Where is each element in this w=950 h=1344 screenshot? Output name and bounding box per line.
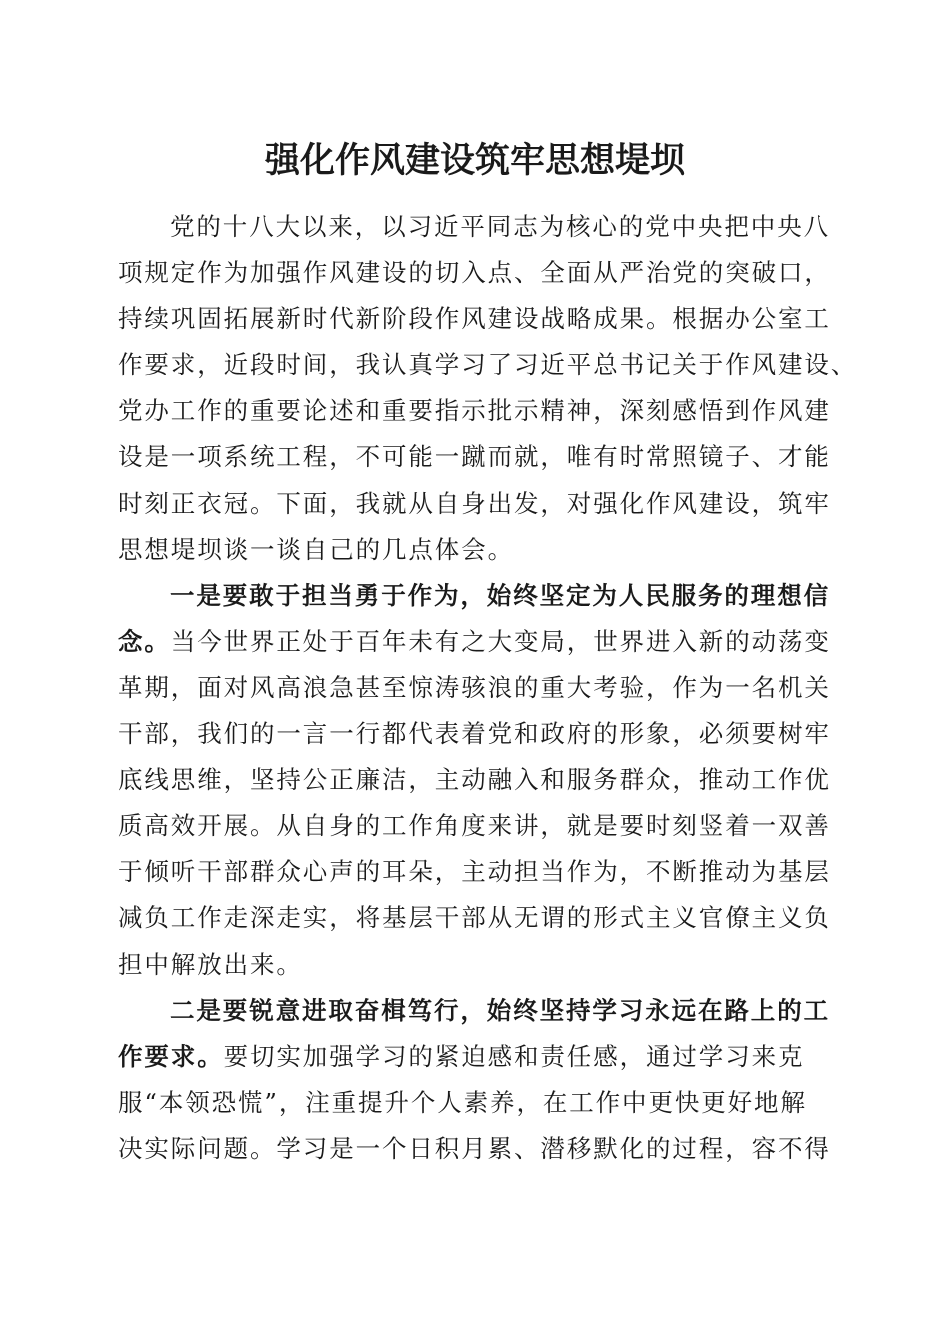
- paragraph-point-two: [118, 988, 836, 1172]
- text-line: [118, 1034, 836, 1080]
- text-line: 作要求，近段时间，我认真学习了习近平总书记关于作风建设、: [118, 350, 858, 380]
- text-line: 决实际问题。学习是一个日积月累、潜移默化的过程，容不得: [118, 1133, 831, 1163]
- text-line: 时刻正衣冠。下面，我就从自身出发，对强化作风建设，筑牢: [118, 488, 831, 518]
- text-line: 项规定作为加强作风建设的切入点、全面从严治党的突破口，: [118, 258, 831, 288]
- paragraph-intro: [118, 204, 858, 573]
- point-heading-line: 一是要敢于担当勇于作为，始终坚定为人民服务的理想信: [170, 580, 830, 610]
- text-line: 底线思维，坚持公正廉洁，主动融入和服务群众，推动工作优: [118, 765, 831, 795]
- document-title: 强化作风建设筑牢思想堤坝: [264, 140, 685, 181]
- text-line: 思想堤坝谈一谈自己的几点体会。: [118, 534, 514, 564]
- text-line: [118, 619, 836, 665]
- text-line: 革期，面对风高浪急甚至惊涛骇浪的重大考验，作为一名机关: [118, 672, 831, 702]
- point-heading-end: 念。: [118, 626, 171, 656]
- document-body: [118, 204, 858, 1172]
- point-heading-line: 二是要锐意进取奋楫笃行，始终坚持学习永远在路上的工: [170, 995, 830, 1025]
- point-heading-end: 作要求。: [118, 1041, 224, 1071]
- paragraph-point-one: [118, 573, 836, 988]
- text-line-rest: 要切实加强学习的紧迫感和责任感，通过学习来克: [223, 1041, 805, 1071]
- text-line: 服“本领恐慌”，注重提升个人素养，在工作中更快更好地解: [118, 1087, 807, 1117]
- text-line: 干部，我们的一言一行都代表着党和政府的形象，必须要树牢: [118, 719, 831, 749]
- text-line: 党的十八大以来，以习近平同志为核心的党中央把中央八: [170, 212, 830, 241]
- text-line: 党办工作的重要论述和重要指示批示精神，深刻感悟到作风建: [118, 396, 831, 426]
- text-line: 质高效开展。从自身的工作角度来讲，就是要时刻竖着一双善: [118, 811, 831, 841]
- text-line: 持续巩固拓展新时代新阶段作风建设战略成果。根据办公室工: [118, 304, 831, 334]
- text-line: 担中解放出来。: [118, 949, 303, 979]
- text-line: 减负工作走深走实，将基层干部从无谓的形式主义官僚主义负: [118, 903, 831, 933]
- text-line-rest: 当今世界正处于百年未有之大变局，世界进入新的动荡变: [170, 626, 831, 656]
- text-line: 设是一项系统工程，不可能一蹴而就，唯有时常照镜子、才能: [118, 442, 831, 472]
- text-line: 于倾听干部群众心声的耳朵，主动担当作为，不断推动为基层: [118, 857, 831, 887]
